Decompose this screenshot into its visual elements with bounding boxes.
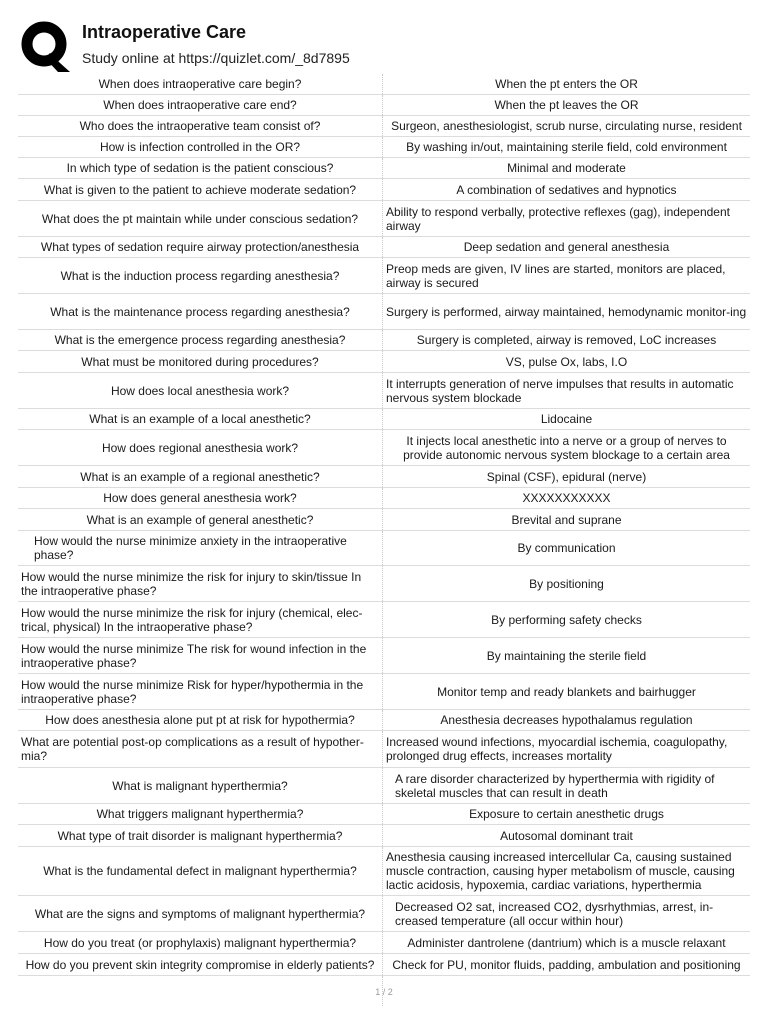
table-row [18, 825, 750, 847]
question-cell: What is an example of general anesthetic? [18, 509, 383, 530]
question-cell: How does local anesthesia work? [18, 373, 383, 408]
question-cell: How would the nurse minimize The risk for wound infection in the intraoperative phase? [18, 638, 383, 673]
question-cell: What triggers malignant hyperthermia? [18, 804, 383, 824]
question-cell: What are the signs and symptoms of malignant hyperthermia? [18, 896, 383, 931]
question-cell: In which type of sedation is the patient conscious? [18, 158, 383, 178]
answer-cell: VS, pulse Ox, labs, I.O [505, 354, 628, 369]
answer-cell: Exposure to certain anesthetic drugs [469, 807, 664, 821]
table-row [18, 237, 750, 258]
question-cell: Who does the intraoperative team consist of? [18, 116, 383, 136]
table-row [18, 638, 750, 674]
answer-cell: Spinal (CSF), epidural (nerve) [486, 469, 647, 484]
table-row [18, 602, 750, 638]
answer-cell: Decreased O2 sat, increased CO2, dysrhythmias, arrest, in-creased temperature (all occur within hour) [395, 899, 714, 928]
table-row [18, 932, 750, 954]
answer-cell: Check for PU, monitor fluids, padding, ambulation and positioning [392, 957, 741, 972]
table-row [18, 294, 750, 330]
answer-cell: Surgeon, anesthesiologist, scrub nurse, circulating nurse, resident [391, 119, 742, 133]
table-row [18, 731, 750, 768]
question-cell: What does the pt maintain while under conscious sedation? [18, 201, 383, 236]
table-row [18, 201, 750, 237]
answer-cell: Increased wound infections, myocardial ischemia, coagulopathy, prolonged drug effects, increases mortality [386, 735, 728, 763]
question-cell: How would the nurse minimize anxiety in the intraoperative phase? [18, 531, 383, 565]
table-row [18, 531, 750, 566]
table-row [18, 896, 750, 932]
question-cell: When does intraoperative care begin? [18, 74, 383, 94]
table-row [18, 95, 750, 116]
answer-cell: By performing safety checks [491, 612, 642, 627]
table-row [18, 179, 750, 201]
answer-cell: Monitor temp and ready blankets and bairhugger [437, 684, 696, 699]
question-cell: What is the maintenance process regarding anesthesia? [18, 294, 383, 329]
question-cell: How do you prevent skin integrity compromise in elderly patients? [18, 954, 383, 975]
question-cell: How would the nurse minimize the risk for injury (chemical, elec-trical, physical) In the intraoperative phase? [18, 602, 383, 637]
study-online-link[interactable]: Study online at https://quizlet.com/_8d7895 [82, 50, 350, 66]
question-cell: What is an example of a regional anesthetic? [18, 466, 383, 487]
answer-cell: Autosomal dominant trait [500, 828, 633, 843]
answer-cell: A combination of sedatives and hypnotics [456, 182, 677, 197]
question-cell: What type of trait disorder is malignant hyperthermia? [18, 825, 383, 846]
document-header [0, 0, 768, 76]
answer-cell: By communication [517, 541, 616, 555]
table-row [18, 430, 750, 466]
answer-cell: Brevital and suprane [511, 512, 622, 527]
answer-cell: Minimal and moderate [507, 161, 626, 175]
answer-cell: Preop meds are given, IV lines are started, monitors are placed, airway is secured [386, 261, 726, 290]
table-row [18, 466, 750, 488]
answer-cell: Administer dantrolene (dantrium) which is a muscle relaxant [407, 935, 726, 950]
table-row [18, 566, 750, 602]
question-cell: How would the nurse minimize Risk for hyper/hypothermia in the intraoperative phase? [18, 674, 383, 709]
answer-cell: When the pt leaves the OR [494, 98, 639, 112]
table-row [18, 116, 750, 137]
question-cell: How does regional anesthesia work? [18, 430, 383, 465]
question-cell: How do you treat (or prophylaxis) malignant hyperthermia? [18, 932, 383, 953]
question-cell: What is the emergence process regarding anesthesia? [18, 330, 383, 350]
answer-cell: Deep sedation and general anesthesia [463, 240, 670, 254]
table-row [18, 74, 750, 95]
table-row [18, 258, 750, 294]
document-title: Intraoperative Care [82, 22, 247, 42]
page-number: 1 / 2 [375, 987, 393, 997]
table-row [18, 351, 750, 373]
table-row [18, 674, 750, 710]
table-row [18, 509, 750, 531]
answer-cell: By washing in/out, maintaining sterile field, cold environment [406, 140, 727, 154]
flashcard-table [18, 74, 750, 1006]
table-row [18, 409, 750, 430]
answer-cell: A rare disorder characterized by hyperthermia with rigidity of skeletal muscles that can result in death [395, 771, 715, 800]
question-cell: How does general anesthesia work? [18, 488, 383, 508]
answer-cell: Anesthesia causing increased intercellular Ca, causing sustained muscle contraction, causing hyper metabolism of muscle, causing lactic acidosis, hypoxemia, cardiac variations, hyperthermia [386, 850, 735, 892]
table-row [18, 373, 750, 409]
answer-cell: By positioning [529, 576, 604, 591]
answer-cell: By maintaining the sterile field [486, 648, 647, 663]
question-cell: When does intraoperative care end? [18, 95, 383, 115]
answer-cell: Surgery is performed, airway maintained, hemodynamic monitor-ing [386, 304, 747, 319]
table-row [18, 804, 750, 825]
question-cell: How is infection controlled in the OR? [18, 137, 383, 157]
question-cell: What must be monitored during procedures? [18, 351, 383, 372]
question-cell: How would the nurse minimize the risk for injury to skin/tissue In the intraoperative phase? [18, 566, 383, 601]
table-row [18, 158, 750, 179]
answer-cell: It injects local anesthetic into a nerve or a group of nerves to provide autonomic nervous system blockage to a certain area [403, 433, 730, 462]
answer-cell: It interrupts generation of nerve impulses that results in automatic nervous system blockade [386, 376, 734, 405]
answer-cell: When the pt enters the OR [495, 77, 638, 91]
table-row [18, 330, 750, 351]
answer-cell: XXXXXXXXXXX [522, 491, 611, 505]
question-cell: What are potential post-op complications as a result of hypother-mia? [18, 731, 383, 767]
question-cell: What is malignant hyperthermia? [18, 768, 383, 803]
table-row [18, 710, 750, 731]
table-row [18, 768, 750, 804]
question-cell: What types of sedation require airway protection/anesthesia [18, 237, 383, 257]
table-row [18, 847, 750, 896]
answer-cell: Anesthesia decreases hypothalamus regulation [440, 713, 693, 727]
answer-cell: Surgery is completed, airway is removed, LoC increases [416, 333, 717, 347]
question-cell: What is an example of a local anesthetic? [18, 409, 383, 429]
answer-cell: Lidocaine [540, 412, 593, 426]
question-cell: What is the induction process regarding anesthesia? [18, 258, 383, 293]
table-row [18, 954, 750, 976]
table-row [18, 488, 750, 509]
quizlet-logo-icon [20, 20, 72, 72]
question-cell: What is the fundamental defect in malignant hyperthermia? [18, 847, 383, 895]
question-cell: What is given to the patient to achieve moderate sedation? [18, 179, 383, 200]
answer-cell: Ability to respond verbally, protective reflexes (gag), independent airway [386, 204, 730, 233]
question-cell: How does anesthesia alone put pt at risk for hypothermia? [18, 710, 383, 730]
table-row [18, 137, 750, 158]
